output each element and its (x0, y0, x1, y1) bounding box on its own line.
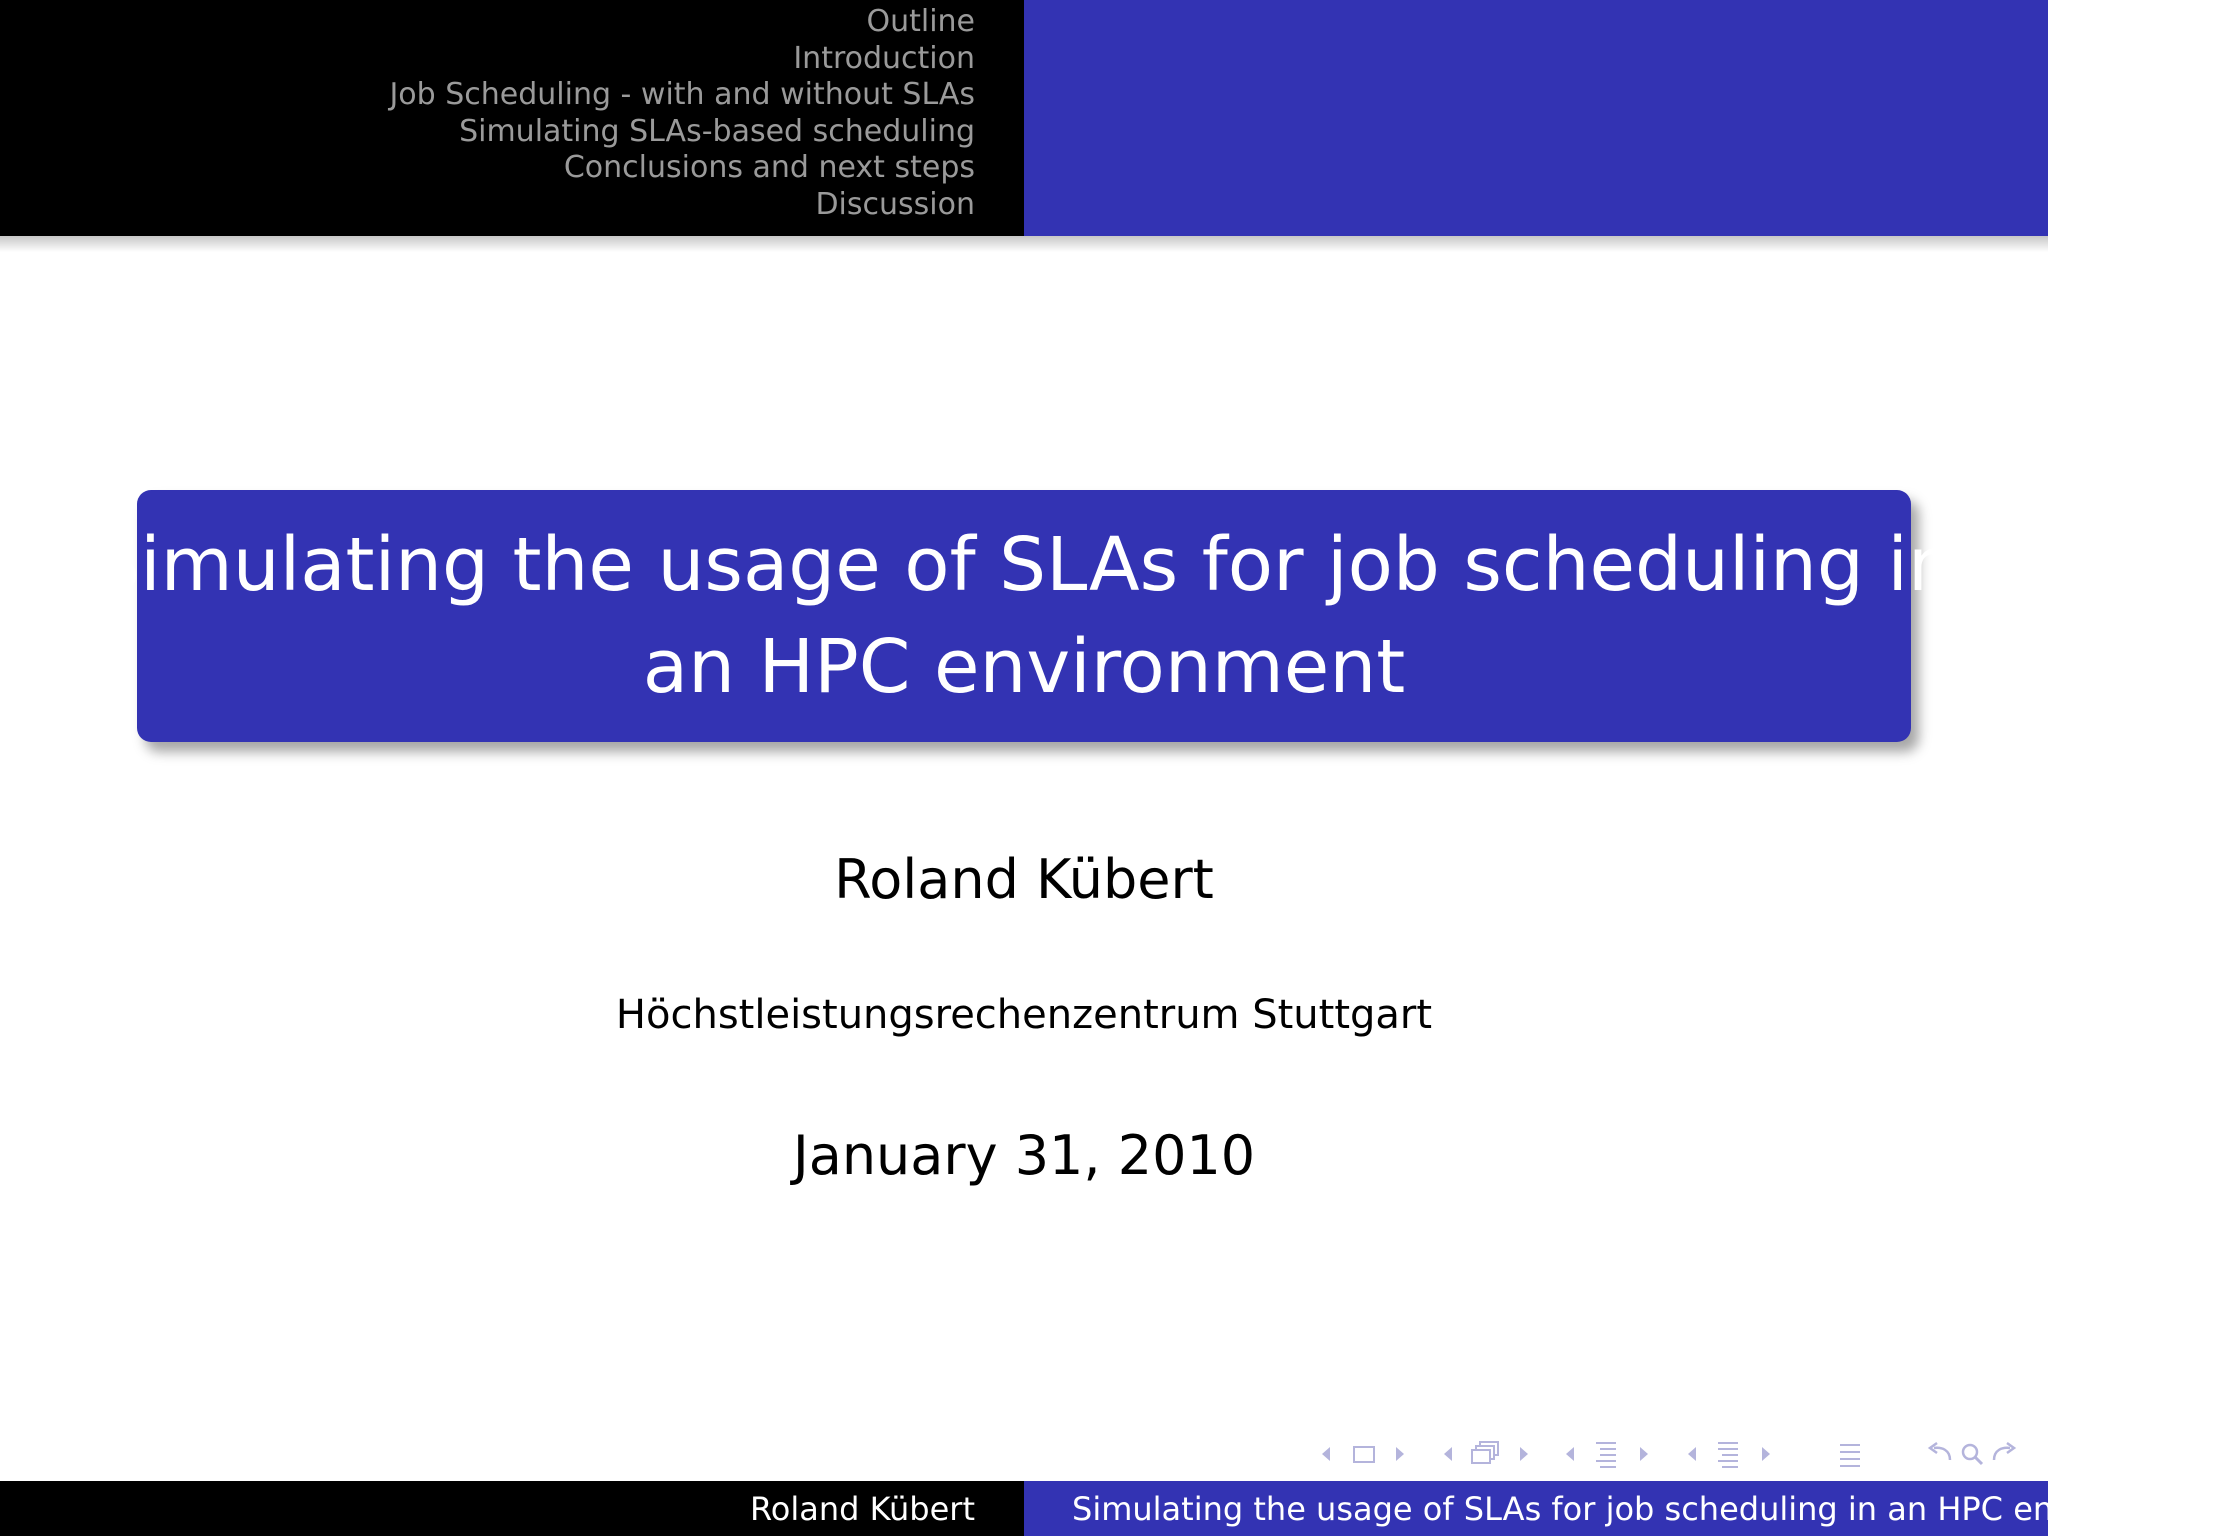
footer-title: Simulating the usage of SLAs for job scheduling in an HPC environment (1072, 1490, 2217, 1528)
footer-author: Roland Kübert (749, 1490, 975, 1528)
next-section-arrow-icon[interactable] (1636, 1436, 1652, 1472)
nav-item-job-scheduling[interactable]: Job Scheduling - with and without SLAs (389, 77, 975, 113)
slide-author: Roland Kübert (834, 848, 1214, 911)
section-navigation-list (389, 4, 975, 224)
prev-section-arrow-icon[interactable] (1562, 1436, 1578, 1472)
search-icon[interactable] (1958, 1436, 1986, 1472)
nav-item-introduction[interactable]: Introduction (793, 40, 975, 76)
forward-icon[interactable] (1988, 1436, 2020, 1472)
next-frame-arrow-icon[interactable] (1392, 1436, 1408, 1472)
nav-item-outline[interactable]: Outline (866, 4, 975, 39)
slide-title-line-1: Simulating the usage of SLAs for job scheduling in (93, 522, 1955, 608)
footer-author-area (0, 1481, 1024, 1536)
header-shadow (0, 236, 2048, 252)
title-box (93, 490, 1955, 742)
header-section-navigation (0, 0, 1024, 236)
navigation-symbols (1310, 1436, 2030, 1472)
footer-title-area (1024, 1481, 2217, 1536)
next-subsection-arrow-icon[interactable] (1516, 1436, 1532, 1472)
footer-bar (0, 1481, 2217, 1536)
header-subsection-area (1024, 0, 2048, 236)
nav-item-discussion[interactable]: Discussion (815, 186, 975, 222)
back-icon[interactable] (1924, 1436, 1956, 1472)
document-icon[interactable] (1714, 1436, 1742, 1472)
prev-subsection-arrow-icon[interactable] (1440, 1436, 1456, 1472)
prev-document-arrow-icon[interactable] (1684, 1436, 1700, 1472)
slide-institute: Höchstleistungsrechenzentrum Stuttgart (615, 992, 1433, 1038)
nav-item-simulating-slas[interactable]: Simulating SLAs-based scheduling (459, 113, 975, 149)
subsection-icon[interactable] (1466, 1436, 1506, 1472)
section-icon[interactable] (1592, 1436, 1620, 1472)
slide-date: January 31, 2010 (792, 1124, 1256, 1187)
slide-title-line-2: an HPC environment (642, 624, 1406, 710)
nav-item-conclusions[interactable]: Conclusions and next steps (563, 150, 975, 186)
prev-frame-arrow-icon[interactable] (1318, 1436, 1334, 1472)
frame-icon[interactable] (1350, 1436, 1378, 1472)
align-icon[interactable] (1836, 1436, 1864, 1472)
header-bar (0, 0, 2048, 236)
next-document-arrow-icon[interactable] (1758, 1436, 1774, 1472)
